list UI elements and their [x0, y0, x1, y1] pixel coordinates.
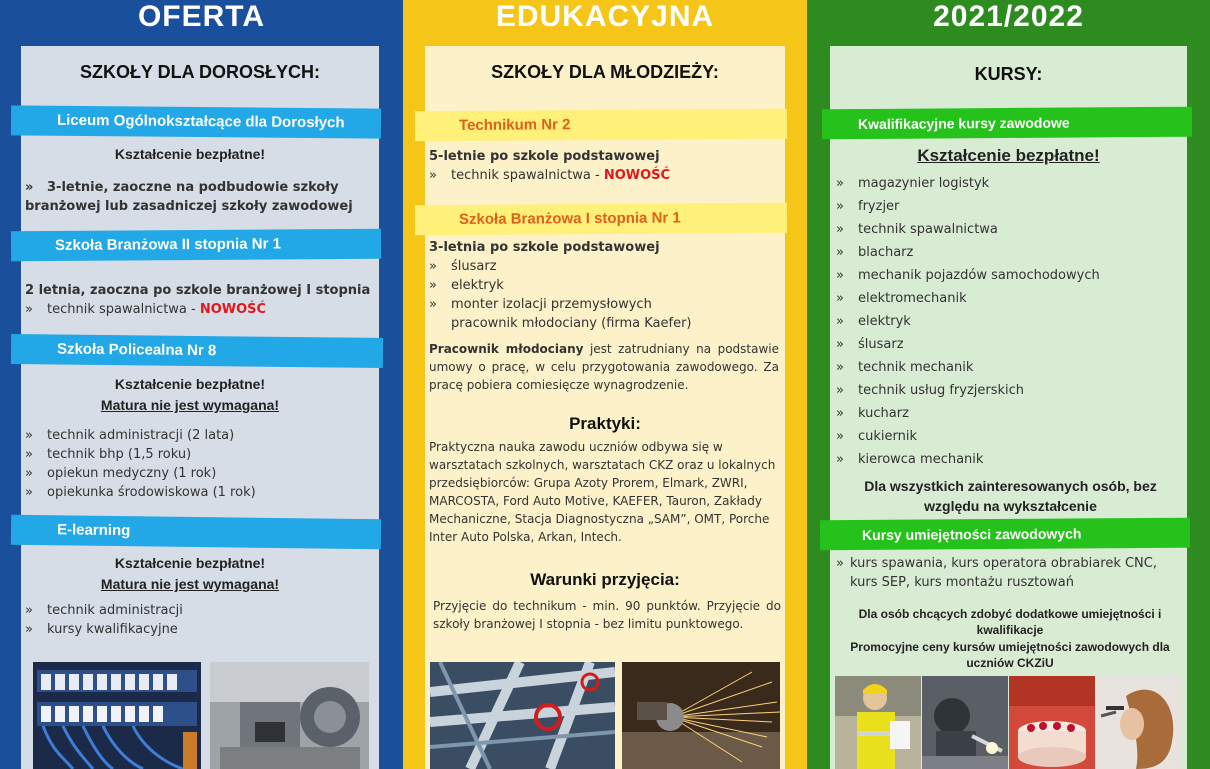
column-courses: [807, 0, 1210, 769]
elearning-free: Kształcenie bezpłatne!: [114, 555, 266, 571]
list-item: » kierowca mechanik: [836, 450, 983, 469]
liceum-free: Kształcenie bezpłatne!: [114, 146, 266, 162]
kkz-note: Dla wszystkich zainteresowanych osób, bez względu na wykształcenie: [864, 478, 1157, 514]
policealna-matura: Matura nie jest wymagana!: [100, 397, 280, 413]
column-adults: [0, 0, 403, 769]
warunki-title: Warunki przyjęcia:: [530, 570, 680, 589]
policealna-free: Kształcenie bezpłatne!: [114, 376, 266, 392]
technikum-desc: 5-letnie po szkole podstawowej: [429, 149, 660, 164]
list-item: » elektryk: [429, 276, 504, 295]
header-oferta: OFERTA: [137, 0, 266, 33]
list-item: » technik usług fryzjerskich: [836, 381, 1024, 400]
kkz-free: Kształcenie bezpłatne!: [917, 146, 1100, 165]
list-item: » kursy kwalifikacyjne: [25, 620, 178, 639]
title-courses: KURSY:: [974, 64, 1043, 84]
title-adults: SZKOŁY DLA DOROSŁYCH:: [79, 62, 320, 82]
elearning-matura: Matura nie jest wymagana!: [100, 576, 280, 592]
band-technikum: Technikum Nr 2: [415, 109, 787, 142]
panel-courses: [830, 46, 1187, 769]
photo-workshop-machine: [210, 662, 369, 769]
list-item: » blacharz: [836, 243, 913, 262]
praktyki-text: Praktyczna nauka zawodu uczniów odbywa się w warsztatach szkolnych, warsztatach CKZ oraz u lokalnych przedsiębiorców: Grupa Azoty Prorem, Elmark, ZWRI, MARCOSTA, Ford Auto Motive, KAEFER, Tauron, Zakłady Mechaniczne, Stacja Diagnostyczna „SAM”, OMT, Porche Inter Auto Polska, Arkan, Intech.: [429, 440, 776, 544]
photo-cake: [1009, 676, 1095, 769]
list-item: » elektromechanik: [836, 289, 967, 308]
list-item: » kucharz: [836, 404, 909, 423]
list-item: » opiekun medyczny (1 rok): [25, 464, 216, 483]
list-item: » mechanik pojazdów samochodowych: [836, 266, 1100, 285]
list-item: » technik spawalnictwa: [836, 220, 998, 239]
praktyki-title: Praktyki:: [569, 414, 641, 433]
list-item: » elektryk: [836, 312, 911, 331]
band-kuz: Kursy umiejętności zawodowych: [820, 518, 1190, 551]
list-item: » cukiernik: [836, 427, 917, 446]
branzowa2-desc: 2 letnia, zaoczna po szkole branżowej I stopnia: [25, 283, 371, 298]
mlodociany-text: Pracownik młodociany jest zatrudniany na podstawie umowy o pracę, w celu przygotowania zawodowego. Za pracę pobiera comiesięcze wynagrodzenie.: [429, 342, 779, 392]
band-branzowa2: Szkoła Branżowa II stopnia Nr 1: [11, 229, 381, 262]
list-item: » technik administracji (2 lata): [25, 426, 234, 445]
photo-industrial-pipes: [430, 662, 615, 769]
list-item: » fryzjer: [836, 197, 899, 216]
header-year: 2021/2022: [933, 0, 1084, 33]
list-item: » ślusarz: [836, 335, 904, 354]
list-item: » technik administracji: [25, 601, 183, 620]
list-item: » monter izolacji przemysłowych: [429, 295, 652, 314]
photo-welder: [922, 676, 1008, 769]
kuz-note2: Promocyjne ceny kursów umiejętności zawodowych dla uczniów CKZiU: [850, 640, 1170, 670]
band-elearning: E-learning: [11, 515, 381, 550]
title-youth: SZKOŁY DLA MŁODZIEŻY:: [491, 62, 719, 82]
branzowa1-desc: 3-letnia po szkole podstawowej: [429, 240, 660, 255]
photo-hairdresser: [1096, 676, 1182, 769]
list-item: » ślusarz: [429, 257, 497, 276]
list-item: » technik mechanik: [836, 358, 973, 377]
list-item: » technik bhp (1,5 roku): [25, 445, 191, 464]
band-kkz: Kwalifikacyjne kursy zawodowe: [822, 107, 1192, 140]
branzowa2-item: » technik spawalnictwa - NOWOŚĆ: [25, 302, 267, 317]
panel-adults: [21, 46, 379, 769]
list-item: » magazynier logistyk: [836, 174, 989, 193]
band-branzowa1: Szkoła Branżowa I stopnia Nr 1: [415, 203, 787, 236]
kuz-note1: Dla osób chcących zdobyć dodatkowe umiejętności i kwalifikacje: [858, 607, 1162, 637]
band-liceum: Liceum Ogólnokształcące dla Dorosłych: [11, 105, 381, 138]
column-youth: [403, 0, 807, 769]
liceum-desc: » 3-letnie, zaoczne na podbudowie szkoły branżowej lub zasadniczej szkoły zawodowej: [25, 180, 353, 214]
branzowa1-extra: pracownik młodociany (firma Kaefer): [451, 316, 692, 331]
list-item: » opiekunka środowiskowa (1 rok): [25, 483, 256, 502]
photo-logistics-worker: [835, 676, 921, 769]
kuz-courses: » kurs spawania, kurs operatora obrabiarek CNC, kurs SEP, kurs montażu rusztowań: [836, 556, 1157, 590]
photo-electrical-panel: [33, 662, 201, 769]
technikum-item: » technik spawalnictwa - NOWOŚĆ: [429, 168, 671, 183]
header-edukacyjna: EDUKACYJNA: [495, 0, 715, 33]
band-policealna: Szkoła Policealna Nr 8: [11, 334, 383, 368]
warunki-text: Przyjęcie do technikum - min. 90 punktów. Przyjęcie do szkoły branżowej I stopnia - bez limitu punktowego.: [433, 599, 781, 631]
photo-grinding-sparks: [622, 662, 780, 769]
panel-youth: [425, 46, 785, 769]
